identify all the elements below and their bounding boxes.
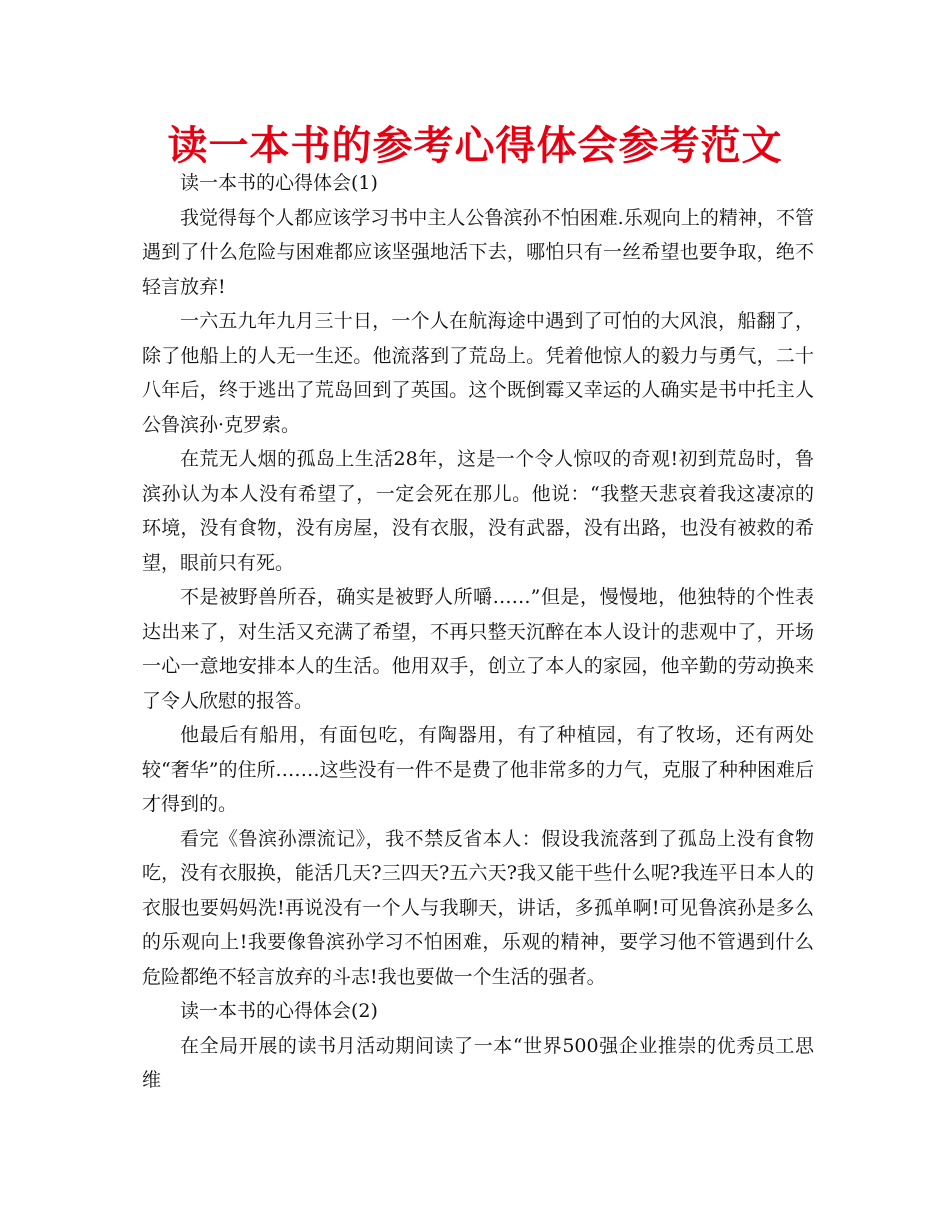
- paragraph: 一六五九年九月三十日，一个人在航海途中遇到了可怕的大风浪，船翻了，除了他船上的人无一生还。他流落到了荒岛上。凭着他惊人的毅力与勇气，二十八年后，终于逃出了荒岛回到了英国。这个既倒霉又幸运的人确实是书中托主人公鲁滨孙·克罗索。: [142, 310, 814, 436]
- paragraph: 在全局开展的读书月活动期间读了一本“世界500强企业推崇的优秀员工思维: [142, 1034, 814, 1091]
- paragraph: 不是被野兽所吞，确实是被野人所嚼……”但是，慢慢地，他独特的个性表达出来了，对生活又充满了希望，不再只整天沉醉在本人设计的悲观中了，开场一心一意地安排本人的生活。他用双手，创立了本人的家园，他辛勤的劳动换来了令人欣慰的报答。: [142, 586, 814, 712]
- paragraph: 看完《鲁滨孙漂流记》，我不禁反省本人：假设我流落到了孤岛上没有食物吃，没有衣服换，能活几天?三四天?五六天?我又能干些什么呢?我连平日本人的衣服也要妈妈洗!再说没有一个人与我聊天，讲话，多孤单啊!可见鲁滨孙是多么的乐观向上!我要像鲁滨孙学习不怕困难，乐观的精神，要学习他不管遇到什么危险都绝不轻言放弃的斗志!我也要做一个生活的强者。: [142, 827, 814, 988]
- section-heading-1: 读一本书的心得体会(1): [180, 172, 378, 194]
- section-heading-2: 读一本书的心得体会(2): [180, 1000, 378, 1022]
- document-title: 读一本书的参考心得体会参考范文: [167, 123, 783, 169]
- paragraph: 我觉得每个人都应该学习书中主人公鲁滨孙不怕困难.乐观向上的精神，不管遇到了什么危险与困难都应该坚强地活下去，哪怕只有一丝希望也要争取，绝不轻言放弃!: [142, 206, 814, 298]
- paragraph: 他最后有船用，有面包吃，有陶器用，有了种植园，有了牧场，还有两处较“奢华”的住所.……这些没有一件不是费了他非常多的力气，克服了种种困难后才得到的。: [142, 724, 814, 815]
- paragraph: 在荒无人烟的孤岛上生活28年，这是一个令人惊叹的奇观!初到荒岛时，鲁滨孙认为本人没有希望了，一定会死在那儿。他说：“我整天悲哀着我这凄凉的环境，没有食物，没有房屋，没有衣服，没有武器，没有出路，也没有被救的希望，眼前只有死。: [142, 448, 814, 574]
- document-body: [142, 166, 814, 1098]
